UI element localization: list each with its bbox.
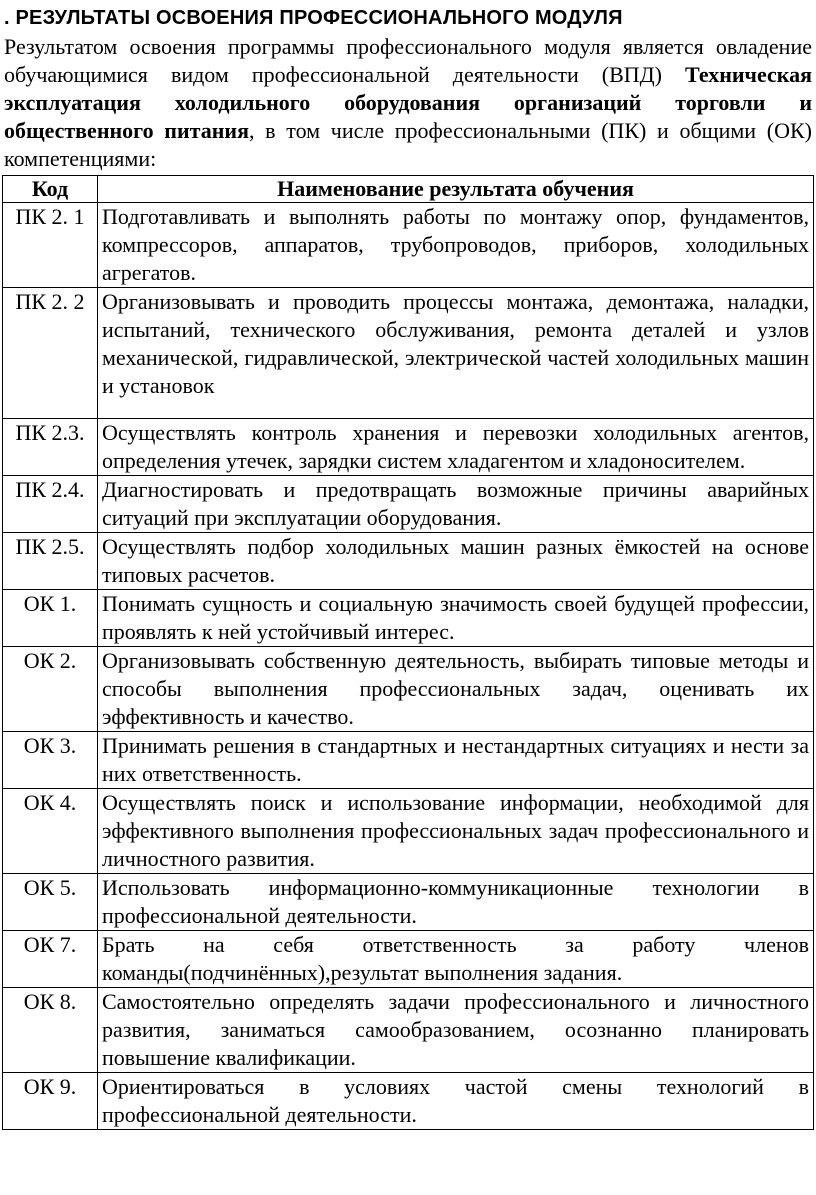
row-text: Диагностировать и предотвращать возможные причины аварийных ситуаций при эксплуатации оборудования. xyxy=(98,476,814,533)
table-row xyxy=(3,476,814,533)
row-text: Понимать сущность и социальную значимость своей будущей профессии, проявлять к ней устойчивый интерес. xyxy=(98,590,814,647)
row-code: ОК 5. xyxy=(3,874,98,931)
table-row xyxy=(3,288,814,419)
row-text: Осуществлять подбор холодильных машин разных ёмкостей на основе типовых расчетов. xyxy=(98,533,814,590)
row-text: Подготавливать и выполнять работы по монтажу опор, фундаментов, компрессоров, аппаратов, трубопроводов, приборов, холодильных агрегатов. xyxy=(98,203,814,288)
row-code: ОК 8. xyxy=(3,988,98,1073)
intro-text-bold: Техническая эксплуатация холодильного оборудования организаций торговли и общественного питания xyxy=(4,62,812,143)
row-code: ОК 7. xyxy=(3,931,98,988)
table-row xyxy=(3,789,814,874)
header-code: Код xyxy=(3,176,98,203)
row-code: ОК 1. xyxy=(3,590,98,647)
row-code: ОК 3. xyxy=(3,732,98,789)
table-row xyxy=(3,590,814,647)
row-text: Ориентироваться в условиях частой смены технологий в профессиональной деятельности. xyxy=(98,1073,814,1130)
table-row xyxy=(3,732,814,789)
table-row xyxy=(3,647,814,732)
row-text: Осуществлять контроль хранения и перевозки холодильных агентов, определения утечек, зарядки систем хладагентом и хладоносителем. xyxy=(98,419,814,476)
table-row xyxy=(3,1073,814,1130)
table-header-row xyxy=(3,176,814,203)
row-code: ОК 2. xyxy=(3,647,98,732)
section-heading: . РЕЗУЛЬТАТЫ ОСВОЕНИЯ ПРОФЕССИОНАЛЬНОГО МОДУЛЯ xyxy=(4,7,623,29)
row-code: ПК 2.5. xyxy=(3,533,98,590)
intro-text-after: , в том числе профессиональными (ПК) и общими (ОК) компетенциями: xyxy=(4,118,812,171)
table-row xyxy=(3,988,814,1073)
row-text: Организовывать собственную деятельность, выбирать типовые методы и способы выполнения профессиональных задач, оценивать их эффективность и качество. xyxy=(98,647,814,732)
row-text: Самостоятельно определять задачи профессионального и личностного развития, заниматься самообразованием, осознанно планировать повышение квалификации. xyxy=(98,988,814,1073)
table-row xyxy=(3,533,814,590)
intro-paragraph xyxy=(4,33,812,173)
row-text: Принимать решения в стандартных и нестандартных ситуациях и нести за них ответственность. xyxy=(98,732,814,789)
row-code: ОК 4. xyxy=(3,789,98,874)
row-code: ПК 2. 1 xyxy=(3,203,98,288)
table-row xyxy=(3,203,814,288)
table-row xyxy=(3,931,814,988)
row-code: ПК 2.4. xyxy=(3,476,98,533)
row-text: Осуществлять поиск и использование информации, необходимой для эффективного выполнения профессиональных задач профессионального и личностного развития. xyxy=(98,789,814,874)
competencies-table xyxy=(2,175,814,1130)
header-result: Наименование результата обучения xyxy=(98,176,814,203)
row-text: Организовывать и проводить процессы монтажа, демонтажа, наладки, испытаний, технического обслуживания, ремонта деталей и узлов механической, гидравлической, электрической частей холодильных машин и установок xyxy=(98,288,814,419)
row-code: ПК 2. 2 xyxy=(3,288,98,419)
row-code: ОК 9. xyxy=(3,1073,98,1130)
row-text: Использовать информационно-коммуникационные технологии в профессиональной деятельности. xyxy=(98,874,814,931)
table-row xyxy=(3,419,814,476)
row-text: Брать на себя ответственность за работу членов команды(подчинённых),результат выполнения задания. xyxy=(98,931,814,988)
table-row xyxy=(3,874,814,931)
intro-text-before: Результатом освоения программы профессионального модуля является овладение обучающимися видом профессиональной деятельности (ВПД) xyxy=(4,34,812,87)
row-code: ПК 2.3. xyxy=(3,419,98,476)
